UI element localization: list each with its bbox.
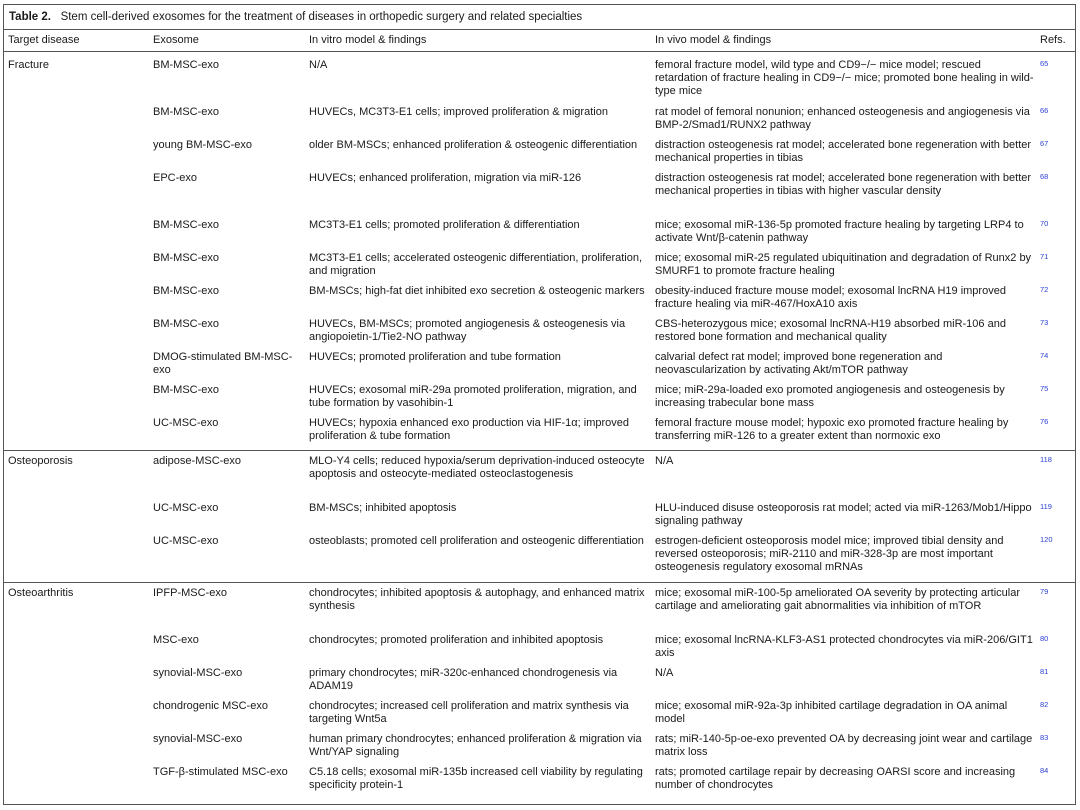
cell-in-vitro	[305, 172, 651, 219]
cell-in-vivo	[651, 139, 1038, 172]
reference-link[interactable]: 82	[1040, 700, 1049, 709]
cell-exosome	[149, 733, 305, 766]
cell-target-disease	[4, 219, 149, 252]
cell-in-vitro	[305, 667, 651, 700]
cell-target-disease-text: Fracture	[8, 59, 49, 71]
cell-in-vivo	[651, 52, 1038, 107]
cell-in-vitro-text: human primary chondrocytes; enhanced proliferation & migration via Wnt/YAP signaling	[309, 733, 642, 758]
table-row	[4, 766, 1075, 799]
table-frame	[3, 4, 1076, 805]
table-row	[4, 700, 1075, 733]
cell-exosome-text: EPC-exo	[153, 172, 198, 184]
cell-in-vitro	[305, 700, 651, 733]
cell-in-vitro	[305, 502, 651, 535]
cell-in-vivo	[651, 700, 1038, 733]
cell-in-vitro-text: older BM-MSCs; enhanced proliferation & osteogenic differentiation	[309, 139, 638, 151]
cell-exosome-text: BM-MSC-exo	[153, 252, 220, 264]
cell-ref	[1038, 502, 1075, 535]
reference-link[interactable]: 75	[1040, 384, 1049, 393]
cell-exosome	[149, 583, 305, 635]
cell-in-vitro-text: MC3T3-E1 cells; accelerated osteogenic differentiation, proliferation, and migration	[309, 252, 643, 277]
cell-in-vitro-text: BM-MSCs; inhibited apoptosis	[309, 502, 457, 514]
table-row	[4, 384, 1075, 417]
cell-exosome-text: BM-MSC-exo	[153, 285, 220, 297]
cell-exosome-text: BM-MSC-exo	[153, 59, 220, 71]
table-row	[4, 583, 1075, 635]
reference-link[interactable]: 120	[1040, 535, 1053, 544]
cell-target-disease	[4, 285, 149, 318]
cell-in-vivo-text: CBS-heterozygous mice; exosomal lncRNA-H19 absorbed miR-106 and restored bone formation and mechanical quality	[655, 318, 1006, 343]
table-row	[4, 52, 1075, 107]
cell-target-disease	[4, 667, 149, 700]
cell-exosome	[149, 351, 305, 384]
reference-link[interactable]: 67	[1040, 139, 1049, 148]
cell-exosome-text: BM-MSC-exo	[153, 318, 220, 330]
table-row	[4, 502, 1075, 535]
cell-in-vivo-text: distraction osteogenesis rat model; accelerated bone regeneration with better mechanical properties in tibias with higher vascular density	[655, 172, 1032, 197]
reference-link[interactable]: 66	[1040, 106, 1049, 115]
cell-target-disease	[4, 733, 149, 766]
cell-ref	[1038, 700, 1075, 733]
cell-target-disease-text: Osteoporosis	[8, 455, 73, 467]
cell-ref	[1038, 634, 1075, 667]
cell-ref	[1038, 667, 1075, 700]
header-in-vitro: In vitro model & findings	[305, 30, 651, 52]
cell-exosome-text: BM-MSC-exo	[153, 219, 220, 231]
cell-ref	[1038, 52, 1075, 107]
cell-exosome	[149, 219, 305, 252]
reference-link[interactable]: 118	[1040, 455, 1052, 464]
cell-in-vivo	[651, 285, 1038, 318]
cell-target-disease	[4, 583, 149, 635]
cell-in-vivo	[651, 318, 1038, 351]
cell-target-disease	[4, 52, 149, 107]
cell-in-vivo	[651, 733, 1038, 766]
header-refs: Refs.	[1038, 30, 1075, 52]
cell-target-disease	[4, 700, 149, 733]
cell-in-vivo-text: distraction osteogenesis rat model; accelerated bone regeneration with better mechanical properties in tibias	[655, 139, 1032, 164]
cell-exosome	[149, 451, 305, 503]
cell-ref	[1038, 106, 1075, 139]
cell-exosome	[149, 172, 305, 219]
table-caption	[4, 5, 1075, 30]
header-exosome: Exosome	[149, 30, 305, 52]
reference-link[interactable]: 83	[1040, 733, 1049, 742]
cell-ref	[1038, 252, 1075, 285]
cell-target-disease	[4, 535, 149, 583]
cell-ref	[1038, 172, 1075, 219]
table-row	[4, 535, 1075, 583]
cell-ref	[1038, 384, 1075, 417]
cell-in-vivo-text: rats; promoted cartilage repair by decreasing OARSI score and increasing number of chondrocytes	[655, 766, 1016, 791]
cell-exosome-text: UC-MSC-exo	[153, 417, 219, 429]
cell-ref	[1038, 535, 1075, 583]
cell-in-vivo-text: femoral fracture mouse model; hypoxic exo promoted fracture healing by transferring miR-126 to a greater extent than normoxic exo	[655, 417, 1009, 442]
cell-target-disease-text: Osteoarthritis	[8, 587, 74, 599]
cell-target-disease	[4, 766, 149, 799]
cell-in-vivo	[651, 417, 1038, 451]
table-row	[4, 219, 1075, 252]
cell-exosome-text: BM-MSC-exo	[153, 384, 220, 396]
cell-exosome-text: TGF-β-stimulated MSC-exo	[153, 766, 288, 778]
cell-in-vivo-text: femoral fracture model, wild type and CD9−/− mice model; rescued retardation of fracture healing in CD9−/− mice; promoted bone healing in wild-type mice	[655, 59, 1034, 97]
cell-target-disease	[4, 318, 149, 351]
cell-in-vitro-text: chondrocytes; inhibited apoptosis & autophagy, and enhanced matrix synthesis	[309, 587, 645, 612]
header-target-disease: Target disease	[4, 30, 149, 52]
cell-in-vitro	[305, 139, 651, 172]
cell-in-vivo-text: mice; exosomal miR-92a-3p inhibited cartilage degradation in OA animal model	[655, 700, 1008, 725]
cell-in-vivo	[651, 252, 1038, 285]
cell-target-disease	[4, 351, 149, 384]
cell-exosome	[149, 667, 305, 700]
cell-exosome-text: young BM-MSC-exo	[153, 139, 253, 151]
cell-exosome	[149, 634, 305, 667]
cell-ref	[1038, 451, 1075, 503]
cell-target-disease	[4, 417, 149, 451]
cell-in-vivo	[651, 502, 1038, 535]
cell-in-vitro-text: BM-MSCs; high-fat diet inhibited exo secretion & osteogenic markers	[309, 285, 645, 297]
cell-ref	[1038, 733, 1075, 766]
table-row	[4, 285, 1075, 318]
cell-ref	[1038, 766, 1075, 799]
cell-in-vivo-text: calvarial defect rat model; improved bone regeneration and neovascularization by activating Akt/mTOR pathway	[655, 351, 943, 376]
cell-in-vitro-text: HUVECs, MC3T3-E1 cells; improved proliferation & migration	[309, 106, 608, 118]
cell-exosome	[149, 417, 305, 451]
cell-in-vitro-text: osteoblasts; promoted cell proliferation and osteogenic differentiation	[309, 535, 644, 547]
cell-in-vitro	[305, 535, 651, 583]
cell-exosome-text: IPFP-MSC-exo	[153, 587, 227, 599]
cell-exosome-text: chondrogenic MSC-exo	[153, 700, 268, 712]
reference-link[interactable]: 65	[1040, 59, 1049, 68]
cell-exosome	[149, 252, 305, 285]
cell-exosome	[149, 700, 305, 733]
cell-ref	[1038, 219, 1075, 252]
data-table	[4, 30, 1075, 799]
cell-in-vitro-text: chondrocytes; increased cell proliferation and matrix synthesis via targeting Wnt5a	[309, 700, 629, 725]
cell-exosome	[149, 384, 305, 417]
cell-exosome-text: DMOG-stimulated BM-MSC-exo	[153, 351, 293, 376]
reference-link[interactable]: 70	[1040, 219, 1049, 228]
cell-in-vitro	[305, 252, 651, 285]
cell-in-vitro	[305, 634, 651, 667]
cell-exosome	[149, 285, 305, 318]
reference-link[interactable]: 71	[1040, 252, 1049, 261]
cell-in-vivo	[651, 766, 1038, 799]
table-row	[4, 252, 1075, 285]
cell-in-vivo-text: HLU-induced disuse osteoporosis rat model; acted via miR-1263/Mob1/Hippo signaling pathway	[655, 502, 1032, 527]
cell-in-vitro	[305, 384, 651, 417]
cell-exosome-text: synovial-MSC-exo	[153, 733, 243, 745]
cell-in-vitro	[305, 733, 651, 766]
cell-target-disease	[4, 634, 149, 667]
cell-in-vitro-text: MLO-Y4 cells; reduced hypoxia/serum deprivation-induced osteocyte apoptosis and osteocyte-mediated osteoclastogenesis	[309, 455, 645, 480]
cell-ref	[1038, 351, 1075, 384]
cell-in-vitro-text: primary chondrocytes; miR-320c-enhanced chondrogenesis via ADAM19	[309, 667, 618, 692]
cell-in-vitro	[305, 318, 651, 351]
reference-link[interactable]: 74	[1040, 351, 1049, 360]
cell-target-disease	[4, 252, 149, 285]
reference-link[interactable]: 80	[1040, 634, 1049, 643]
cell-ref	[1038, 417, 1075, 451]
table-row	[4, 733, 1075, 766]
cell-in-vivo-text: mice; exosomal miR-136-5p promoted fracture healing by targeting LRP4 to activate Wnt/β-catenin pathway	[655, 219, 1024, 244]
cell-exosome	[149, 766, 305, 799]
header-in-vivo: In vivo model & findings	[651, 30, 1038, 52]
cell-in-vitro-text: HUVECs, BM-MSCs; promoted angiogenesis & osteogenesis via angiopoietin-1/Tie2-NO pathway	[309, 318, 626, 343]
cell-ref	[1038, 285, 1075, 318]
cell-target-disease	[4, 384, 149, 417]
table-row	[4, 172, 1075, 219]
cell-exosome	[149, 106, 305, 139]
cell-in-vitro-text: HUVECs; promoted proliferation and tube formation	[309, 351, 561, 363]
table-row	[4, 318, 1075, 351]
cell-in-vivo	[651, 451, 1038, 503]
cell-target-disease	[4, 106, 149, 139]
cell-in-vivo	[651, 106, 1038, 139]
cell-in-vitro-text: C5.18 cells; exosomal miR-135b increased cell viability by regulating specificity protein-1	[309, 766, 643, 791]
cell-ref	[1038, 318, 1075, 351]
cell-in-vitro-text: MC3T3-E1 cells; promoted proliferation & differentiation	[309, 219, 580, 231]
table-row	[4, 351, 1075, 384]
cell-in-vitro-text: HUVECs; enhanced proliferation, migration via miR-126	[309, 172, 582, 184]
reference-link[interactable]: 119	[1040, 502, 1052, 511]
cell-in-vivo-text: mice; miR-29a-loaded exo promoted angiogenesis and osteogenesis by increasing trabecular bone mass	[655, 384, 1005, 409]
reference-link[interactable]: 68	[1040, 172, 1049, 181]
cell-exosome	[149, 318, 305, 351]
cell-in-vivo-text: mice; exosomal miR-100-5p ameliorated OA severity by protecting articular cartilage and ameliorating gait abnormalities via inhibition of mTOR	[655, 587, 1020, 612]
reference-link[interactable]: 76	[1040, 417, 1049, 426]
cell-in-vivo	[651, 172, 1038, 219]
cell-exosome-text: UC-MSC-exo	[153, 502, 219, 514]
reference-link[interactable]: 73	[1040, 318, 1049, 327]
reference-link[interactable]: 84	[1040, 766, 1049, 775]
cell-in-vitro	[305, 285, 651, 318]
cell-exosome-text: adipose-MSC-exo	[153, 455, 242, 467]
cell-in-vivo	[651, 667, 1038, 700]
cell-in-vitro	[305, 766, 651, 799]
cell-in-vivo	[651, 219, 1038, 252]
cell-in-vivo-text: mice; exosomal lncRNA-KLF3-AS1 protected chondrocytes via miR-206/GIT1 axis	[655, 634, 1033, 659]
cell-exosome-text: UC-MSC-exo	[153, 535, 219, 547]
cell-in-vivo	[651, 384, 1038, 417]
cell-in-vitro	[305, 583, 651, 635]
cell-in-vitro-text: chondrocytes; promoted proliferation and inhibited apoptosis	[309, 634, 604, 646]
reference-link[interactable]: 72	[1040, 285, 1049, 294]
cell-in-vitro	[305, 417, 651, 451]
caption-label: Table 2.	[9, 11, 51, 23]
cell-target-disease	[4, 139, 149, 172]
table-row	[4, 106, 1075, 139]
cell-exosome	[149, 502, 305, 535]
cell-exosome	[149, 139, 305, 172]
cell-in-vitro	[305, 351, 651, 384]
table-row	[4, 417, 1075, 451]
reference-link[interactable]: 79	[1040, 587, 1049, 596]
cell-target-disease	[4, 172, 149, 219]
cell-ref	[1038, 583, 1075, 635]
cell-in-vitro	[305, 219, 651, 252]
cell-in-vivo-text: rat model of femoral nonunion; enhanced osteogenesis and angiogenesis via BMP-2/Smad1/RUNX2 pathway	[655, 106, 1030, 131]
cell-in-vivo	[651, 634, 1038, 667]
cell-in-vitro	[305, 52, 651, 107]
header-row	[4, 30, 1075, 52]
cell-in-vivo	[651, 351, 1038, 384]
cell-in-vivo-text: estrogen-deficient osteoporosis model mice; improved tibial density and reversed osteoporosis; miR-2110 and miR-328-3p are most important osteogenesis regulatory exosomal mRNAs	[655, 535, 1004, 573]
cell-in-vitro-text: N/A	[309, 59, 328, 71]
table-row	[4, 634, 1075, 667]
cell-exosome-text: MSC-exo	[153, 634, 199, 646]
table-row	[4, 667, 1075, 700]
cell-in-vitro	[305, 106, 651, 139]
cell-ref	[1038, 139, 1075, 172]
table-row	[4, 451, 1075, 503]
cell-in-vivo	[651, 535, 1038, 583]
cell-exosome-text: BM-MSC-exo	[153, 106, 220, 118]
cell-in-vitro-text: HUVECs; hypoxia enhanced exo production via HIF-1α; improved proliferation & tube formation	[309, 417, 630, 442]
cell-in-vivo-text: N/A	[655, 455, 674, 467]
cell-in-vitro	[305, 451, 651, 503]
table-body	[4, 52, 1075, 800]
cell-in-vivo-text: mice; exosomal miR-25 regulated ubiquitination and degradation of Runx2 by SMURF1 to promote fracture healing	[655, 252, 1032, 277]
cell-in-vivo	[651, 583, 1038, 635]
cell-in-vitro-text: HUVECs; exosomal miR-29a promoted proliferation, migration, and tube formation by vasohibin-1	[309, 384, 637, 409]
cell-target-disease	[4, 502, 149, 535]
reference-link[interactable]: 81	[1040, 667, 1049, 676]
table-row	[4, 139, 1075, 172]
cell-exosome-text: synovial-MSC-exo	[153, 667, 243, 679]
cell-in-vivo-text: obesity-induced fracture mouse model; exosomal lncRNA H19 improved fracture healing via miR-467/HoxA10 axis	[655, 285, 1006, 310]
cell-target-disease	[4, 451, 149, 503]
cell-in-vivo-text: rats; miR-140-5p-oe-exo prevented OA by decreasing joint wear and cartilage matrix loss	[655, 733, 1033, 758]
cell-exosome	[149, 535, 305, 583]
cell-exosome	[149, 52, 305, 107]
caption-text: Stem cell-derived exosomes for the treatment of diseases in orthopedic surgery and related specialties	[60, 11, 583, 23]
cell-in-vivo-text: N/A	[655, 667, 674, 679]
